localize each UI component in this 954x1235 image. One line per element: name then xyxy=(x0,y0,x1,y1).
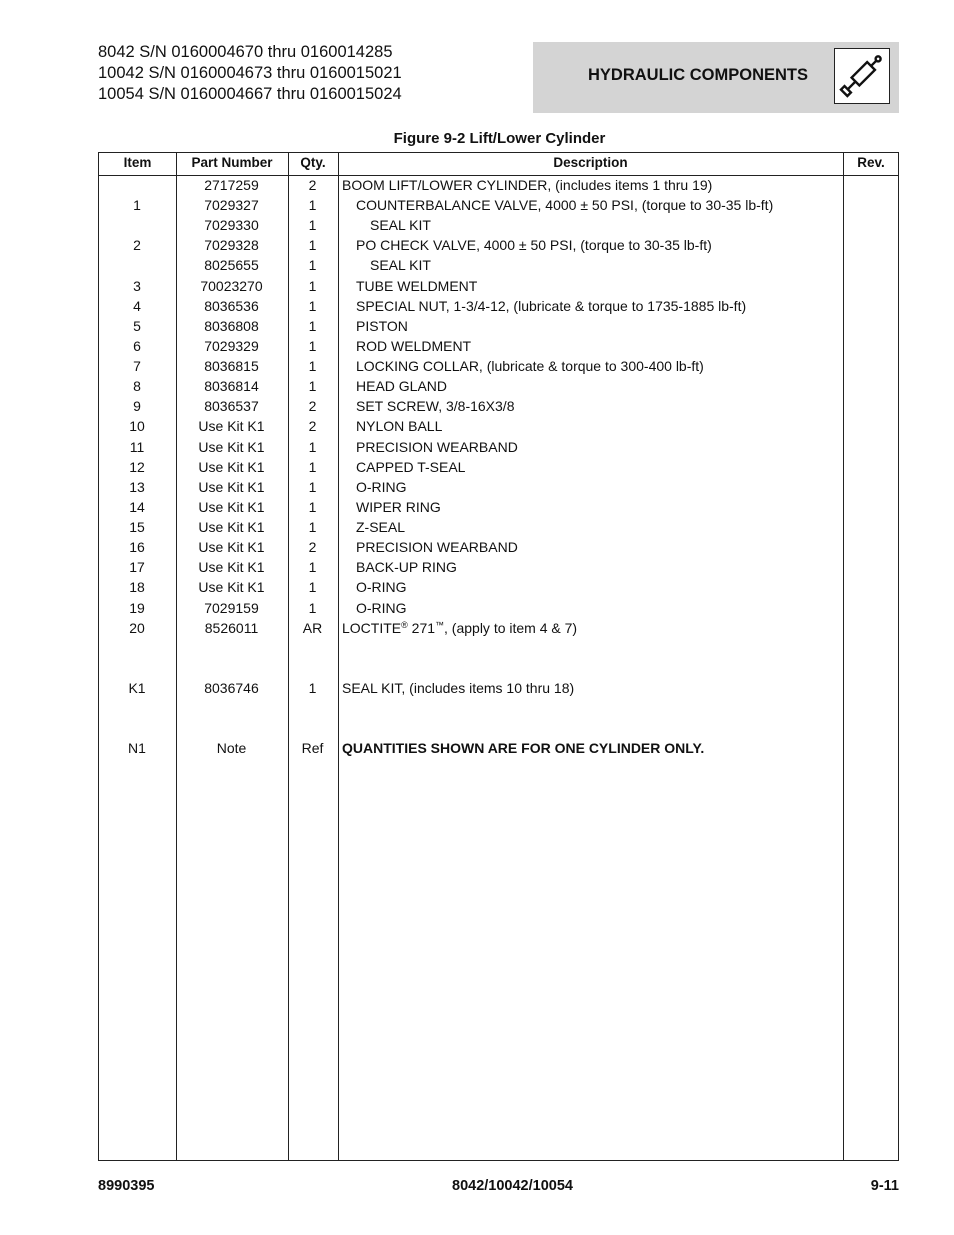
table-row xyxy=(99,197,898,217)
description-cell: Z-SEAL xyxy=(356,519,406,536)
qty-cell: 1 xyxy=(308,197,317,214)
table-row xyxy=(99,217,898,237)
qty-cell: 1 xyxy=(308,378,317,395)
description-cell: ROD WELDMENT xyxy=(356,337,472,354)
qty-cell: 1 xyxy=(308,337,317,354)
description-cell: LOCKING COLLAR, (lubricate & torque to 300-400 lb-ft) xyxy=(356,358,704,375)
part-number-cell: Use Kit K1 xyxy=(198,478,265,495)
column-header-item: Item xyxy=(123,155,152,170)
item-cell: 20 xyxy=(129,619,145,636)
qty-cell: 1 xyxy=(308,257,317,274)
part-number-cell: 8526011 xyxy=(204,619,259,636)
item-cell: 12 xyxy=(129,458,145,475)
item-cell: 11 xyxy=(129,438,145,455)
part-number-cell: 7029328 xyxy=(204,237,259,254)
qty-cell: 1 xyxy=(308,297,317,314)
qty-cell: 1 xyxy=(308,599,317,616)
qty-cell: 1 xyxy=(308,579,317,596)
description-cell: NYLON BALL xyxy=(356,418,443,435)
column-header-part-number: Part Number xyxy=(191,155,273,170)
item-cell: 16 xyxy=(129,539,145,556)
column-header-qty: Qty. xyxy=(300,155,326,170)
description-cell: BACK-UP RING xyxy=(356,559,457,576)
section-title: HYDRAULIC COMPONENTS xyxy=(588,66,809,84)
description-cell: O-RING xyxy=(356,599,407,616)
description-cell: SPECIAL NUT, 1-3/4-12, (lubricate & torque to 1735-1885 lb-ft) xyxy=(356,297,747,314)
item-cell: 4 xyxy=(133,297,141,314)
qty-cell: 1 xyxy=(308,237,317,254)
qty-cell: 2 xyxy=(308,539,317,556)
part-number-cell: 8036814 xyxy=(204,378,259,395)
part-number-cell: 8025655 xyxy=(204,257,259,274)
table-row xyxy=(99,237,898,257)
item-cell: 6 xyxy=(133,337,141,354)
part-number-cell: Use Kit K1 xyxy=(198,559,265,576)
table-row xyxy=(99,398,898,418)
description-cell: O-RING xyxy=(356,478,407,495)
part-number-cell: 8036815 xyxy=(204,358,259,375)
part-number-cell: Use Kit K1 xyxy=(198,458,265,475)
part-number-cell: 7029330 xyxy=(204,217,259,234)
part-number-cell: 7029159 xyxy=(204,599,259,616)
item-cell: 18 xyxy=(129,579,145,596)
part-number-cell: Use Kit K1 xyxy=(198,519,265,536)
table-row xyxy=(99,519,898,539)
item-cell: 17 xyxy=(129,559,145,576)
description-cell: SEAL KIT xyxy=(370,217,431,234)
part-number-cell: 7029327 xyxy=(204,197,259,214)
part-number-cell: Use Kit K1 xyxy=(198,539,265,556)
column-header-description: Description xyxy=(553,155,628,170)
qty-cell: 2 xyxy=(308,177,317,193)
part-number-cell: Use Kit K1 xyxy=(198,498,265,515)
part-number-cell: 8036537 xyxy=(204,398,259,415)
qty-cell: 1 xyxy=(308,358,317,375)
serial-range-block xyxy=(98,42,402,105)
qty-cell: 1 xyxy=(308,680,317,696)
item-cell: 10 xyxy=(129,418,145,435)
description-text: LOCTITE xyxy=(342,619,402,636)
description-cell: PRECISION WEARBAND xyxy=(356,539,518,556)
table-row xyxy=(99,278,898,298)
item-cell: 2 xyxy=(133,237,141,254)
serial-line: 8042 S/N 0160004670 thru 0160014285 xyxy=(98,43,393,61)
part-number-cell: 8036536 xyxy=(204,297,259,314)
trademark-symbol: ® xyxy=(401,619,408,630)
footer-page-number: 9-11 xyxy=(870,1178,899,1194)
qty-cell: 1 xyxy=(308,277,317,294)
hydraulic-cylinder-icon xyxy=(834,48,890,104)
table-row xyxy=(99,559,898,579)
qty-cell: 1 xyxy=(308,478,317,495)
item-cell: N1 xyxy=(128,740,146,757)
table-row xyxy=(99,318,898,338)
description-cell: PO CHECK VALVE, 4000 ± 50 PSI, (torque to 30-35 lb-ft) xyxy=(356,237,712,254)
table-row xyxy=(99,680,898,700)
serial-line: 10042 S/N 0160004673 thru 0160015021 xyxy=(98,64,402,82)
table-row xyxy=(99,579,898,599)
table-row xyxy=(99,539,898,559)
description-cell: BOOM LIFT/LOWER CYLINDER, (includes items 1 thru 19) xyxy=(342,177,713,193)
qty-cell: 2 xyxy=(308,398,317,415)
item-cell: 7 xyxy=(133,358,141,375)
description-cell: O-RING xyxy=(356,579,407,596)
table-row xyxy=(99,600,898,620)
item-cell: 3 xyxy=(133,277,141,294)
item-cell: 13 xyxy=(129,478,145,495)
description-cell: CAPPED T-SEAL xyxy=(356,458,466,475)
part-number-cell: Use Kit K1 xyxy=(198,579,265,596)
table-row xyxy=(99,358,898,378)
part-number-cell: 2717259 xyxy=(204,177,259,193)
table-row xyxy=(99,499,898,519)
description-cell: PISTON xyxy=(356,317,408,334)
description-cell: SEAL KIT, (includes items 10 thru 18) xyxy=(342,680,575,696)
qty-cell: 1 xyxy=(308,498,317,515)
item-cell: 19 xyxy=(129,599,145,616)
part-number-cell: 70023270 xyxy=(200,277,263,294)
qty-cell: Ref xyxy=(301,740,324,757)
part-number-cell: Use Kit K1 xyxy=(198,418,265,435)
qty-cell: 1 xyxy=(308,217,317,234)
figure-title: Figure 9-2 Lift/Lower Cylinder xyxy=(393,130,606,147)
table-row xyxy=(99,479,898,499)
description-cell: HEAD GLAND xyxy=(356,378,448,395)
description-text: , (apply to item 4 & 7) xyxy=(444,619,578,636)
qty-cell: 1 xyxy=(308,438,317,455)
description-text: 271 xyxy=(407,619,436,636)
description-cell: COUNTERBALANCE VALVE, 4000 ± 50 PSI, (torque to 30-35 lb-ft) xyxy=(356,197,774,214)
table-row xyxy=(99,620,898,640)
footer-models: 8042/10042/10054 xyxy=(452,1178,573,1194)
qty-cell: AR xyxy=(302,619,323,636)
trademark-symbol: ™ xyxy=(435,619,445,630)
table-row xyxy=(99,418,898,438)
table-row xyxy=(99,378,898,398)
table-row xyxy=(99,298,898,318)
description-cell: WIPER RING xyxy=(356,498,441,515)
qty-cell: 2 xyxy=(308,418,317,435)
description-cell: QUANTITIES SHOWN ARE FOR ONE CYLINDER ONLY. xyxy=(342,740,705,757)
parts-table xyxy=(98,152,899,1161)
qty-cell: 1 xyxy=(308,458,317,475)
qty-cell: 1 xyxy=(308,519,317,536)
description-cell xyxy=(342,620,577,636)
footer-doc-number: 8990395 xyxy=(98,1178,155,1194)
item-cell: 14 xyxy=(129,498,145,515)
qty-cell: 1 xyxy=(308,559,317,576)
part-number-cell: 7029329 xyxy=(204,337,259,354)
qty-cell: 1 xyxy=(308,317,317,334)
table-row xyxy=(99,740,898,760)
part-number-cell: Use Kit K1 xyxy=(198,438,265,455)
description-cell: SET SCREW, 3/8-16X3/8 xyxy=(356,398,515,415)
table-row xyxy=(99,257,898,277)
table-row xyxy=(99,177,898,197)
part-number-cell: 8036808 xyxy=(204,317,259,334)
item-cell: 15 xyxy=(129,519,145,536)
part-number-cell: Note xyxy=(216,740,247,757)
item-cell: 1 xyxy=(133,197,141,214)
table-row xyxy=(99,439,898,459)
section-header xyxy=(533,42,899,113)
description-cell: PRECISION WEARBAND xyxy=(356,438,518,455)
table-row xyxy=(99,459,898,479)
item-cell: K1 xyxy=(128,680,146,696)
part-number-cell: 8036746 xyxy=(204,680,259,696)
item-cell: 5 xyxy=(133,317,141,334)
description-cell: TUBE WELDMENT xyxy=(356,277,478,294)
serial-line: 10054 S/N 0160004667 thru 0160015024 xyxy=(98,85,402,103)
item-cell: 8 xyxy=(133,378,141,395)
table-row xyxy=(99,338,898,358)
description-cell: SEAL KIT xyxy=(370,257,431,274)
item-cell: 9 xyxy=(133,398,141,415)
column-header-rev: Rev. xyxy=(857,155,885,170)
